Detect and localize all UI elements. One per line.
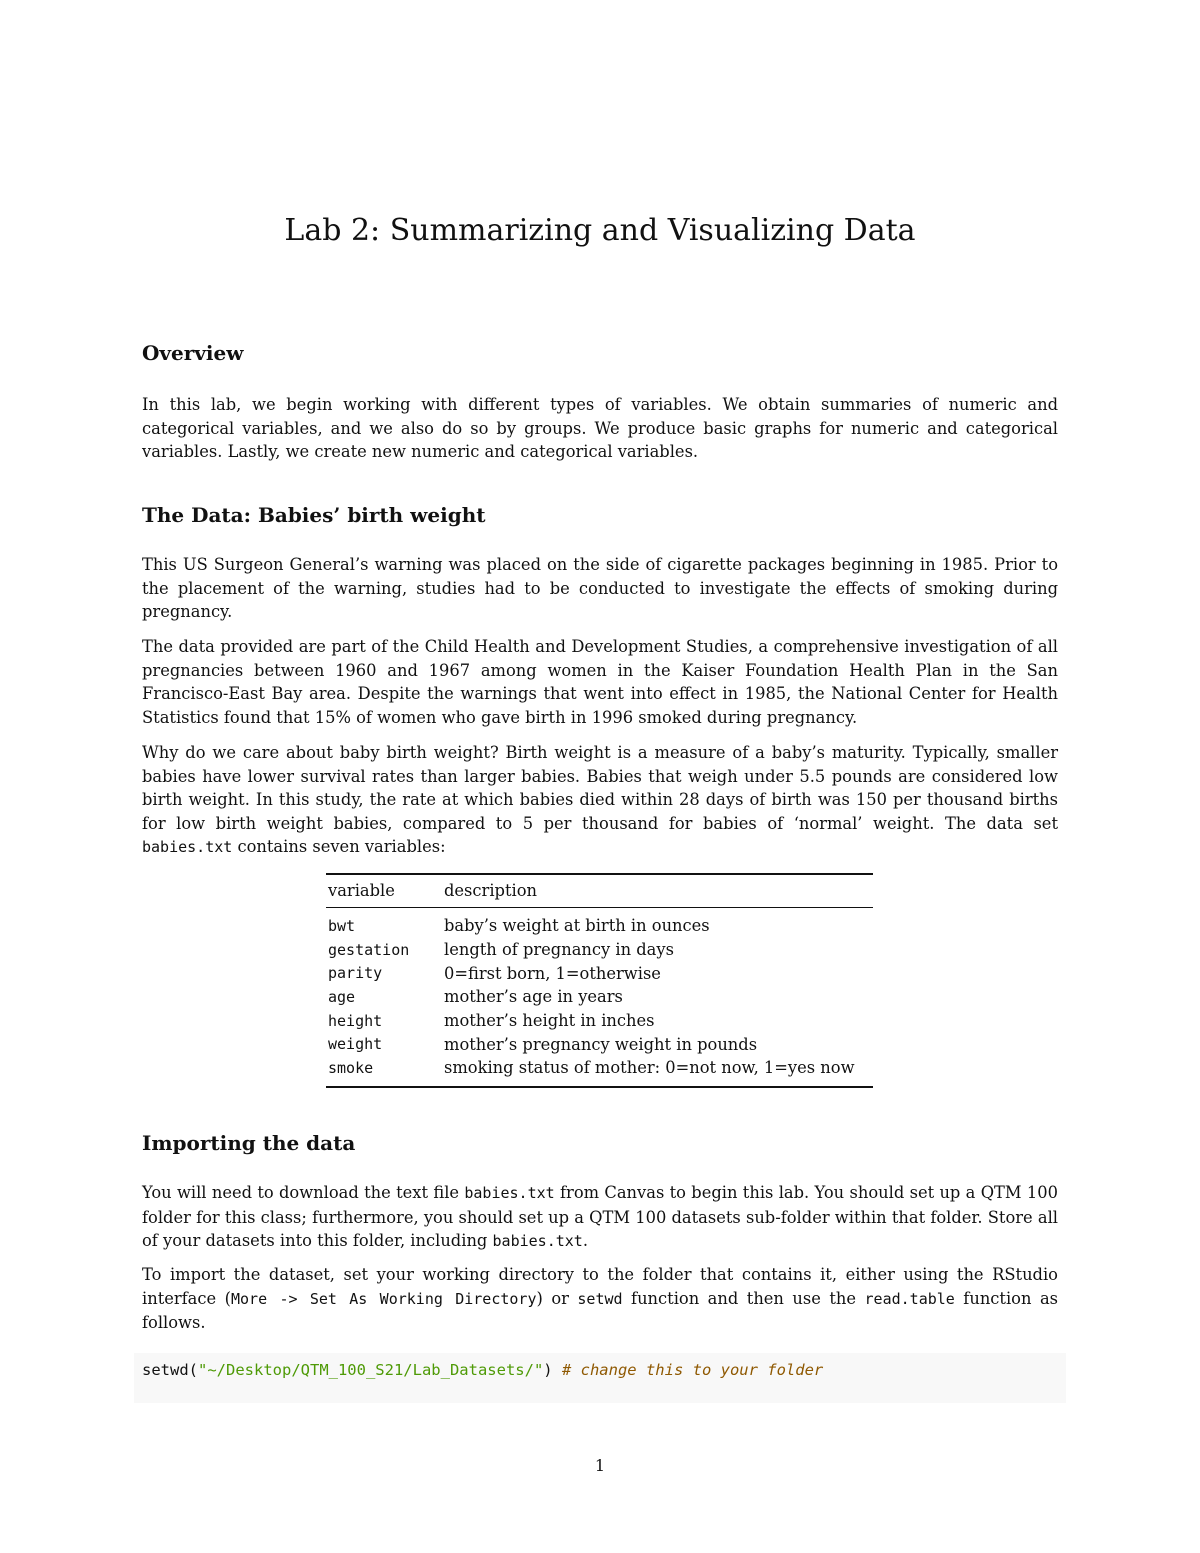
data-paragraph-3-text-a: Why do we care about baby birth weight? Birth weight is a measure of a baby’s maturity. Typically, smaller babies have lower survival rates than larger babies. Babies that weigh under 5.5 pounds are considered low birth weight. In this study, the rate at which babies died within 28 days of birth was 150 per thousand births for low birth weight babies, compared to 5 per thousand for babies of ‘normal’ weight. The data set	[142, 743, 1058, 833]
section-heading-importing: Importing the data	[142, 1131, 356, 1155]
table-header-description: description	[444, 881, 537, 900]
overview-paragraph: In this lab, we begin working with different types of variables. We obtain summaries of numeric and categorical variables, and we also do so by groups. We produce basic graphs for numeric and categorical variables. Lastly, we create new numeric and categorical variables.	[142, 395, 1058, 461]
code-comment: # change this to your folder	[561, 1361, 824, 1379]
table-cell-description: baby’s weight at birth in ounces	[444, 916, 710, 936]
table-row	[326, 961, 873, 985]
table-cell-description: mother’s height in inches	[444, 1011, 655, 1031]
table-cell-variable: age	[328, 987, 356, 1006]
function-read-table: read.table	[864, 1289, 955, 1308]
importing-p2-text-b: ) or	[536, 1288, 578, 1308]
table-cell-variable: height	[328, 1011, 383, 1030]
data-paragraph-1: This US Surgeon General’s warning was placed on the side of cigarette packages beginning in 1985. Prior to the placement of the warning, studies had to be conducted to investigate the effects of smoking during pregnancy.	[142, 555, 1058, 621]
filename-babies-txt: babies.txt	[492, 1232, 583, 1250]
importing-p1-text-b: from Canvas to begin this lab. You should set up a QTM 100 folder for this class; furthermore, you should set up a QTM 100 datasets sub-folder within that folder. Store all of your datasets into this folder, including	[142, 1183, 1058, 1250]
importing-p1-text-c: .	[582, 1231, 589, 1250]
importing-paragraph-2	[142, 1263, 1058, 1335]
importing-paragraph-1	[142, 1181, 1058, 1254]
table-cell-variable: weight	[328, 1035, 383, 1054]
table-cell-variable: bwt	[328, 916, 356, 935]
table-row	[326, 908, 873, 938]
table-cell-variable: gestation	[328, 940, 410, 959]
importing-p2-text-d: function as follows.	[142, 1288, 1059, 1332]
table-row	[326, 1056, 873, 1087]
code-block	[134, 1353, 1066, 1403]
page-number: 1	[594, 1456, 606, 1475]
table-cell-description: length of pregnancy in days	[444, 940, 674, 960]
filename-babies-txt: babies.txt	[464, 1184, 555, 1202]
data-paragraph-3	[142, 741, 1058, 860]
table-cell-description: mother’s pregnancy weight in pounds	[444, 1034, 758, 1054]
importing-p2-text-a: To import the dataset, set your working directory to the folder that contains it, either using the RStudio interface (	[142, 1265, 1058, 1308]
code-function: setwd(	[142, 1361, 198, 1379]
section-heading-overview: Overview	[142, 341, 244, 365]
function-setwd: setwd	[577, 1289, 623, 1308]
section-heading-data: The Data: Babies’ birth weight	[142, 503, 486, 527]
table-row	[326, 985, 873, 1009]
document-title: Lab 2: Summarizing and Visualizing Data	[284, 213, 916, 248]
code-close-paren: )	[543, 1361, 553, 1379]
table-row	[326, 1009, 873, 1033]
data-paragraph-2: The data provided are part of the Child Health and Development Studies, a comprehensive investigation of all pregnancies between 1960 and 1967 among women in the Kaiser Foundation Health Plan in the San Francisco-East Bay area. Despite the warnings that went into effect in 1985, the National Center for Health Statistics found that 15% of women who gave birth in 1996 smoked during pregnancy.	[142, 637, 1058, 727]
table-cell-description: smoking status of mother: 0=not now, 1=yes now	[444, 1058, 855, 1078]
code-string: "~/Desktop/QTM_100_S21/Lab_Datasets/"	[198, 1361, 544, 1379]
rstudio-menu-path: More -> Set As Working Directory	[230, 1289, 537, 1308]
importing-p1-text-a: You will need to download the text file	[142, 1183, 465, 1202]
table-cell-description: 0=first born, 1=otherwise	[444, 963, 661, 983]
table-cell-variable: parity	[328, 964, 383, 983]
table-row	[326, 1032, 873, 1056]
data-paragraph-3-text-b: contains seven variables:	[232, 837, 446, 856]
importing-p2-text-c: function and then use the	[622, 1288, 865, 1308]
table-header-row	[326, 874, 873, 908]
table-cell-variable: smoke	[328, 1058, 374, 1077]
table-cell-description: mother’s age in years	[444, 987, 623, 1007]
variables-table	[326, 873, 873, 1088]
filename-babies-txt: babies.txt	[142, 838, 233, 856]
table-header-variable: variable	[328, 881, 395, 900]
table-row	[326, 938, 873, 962]
